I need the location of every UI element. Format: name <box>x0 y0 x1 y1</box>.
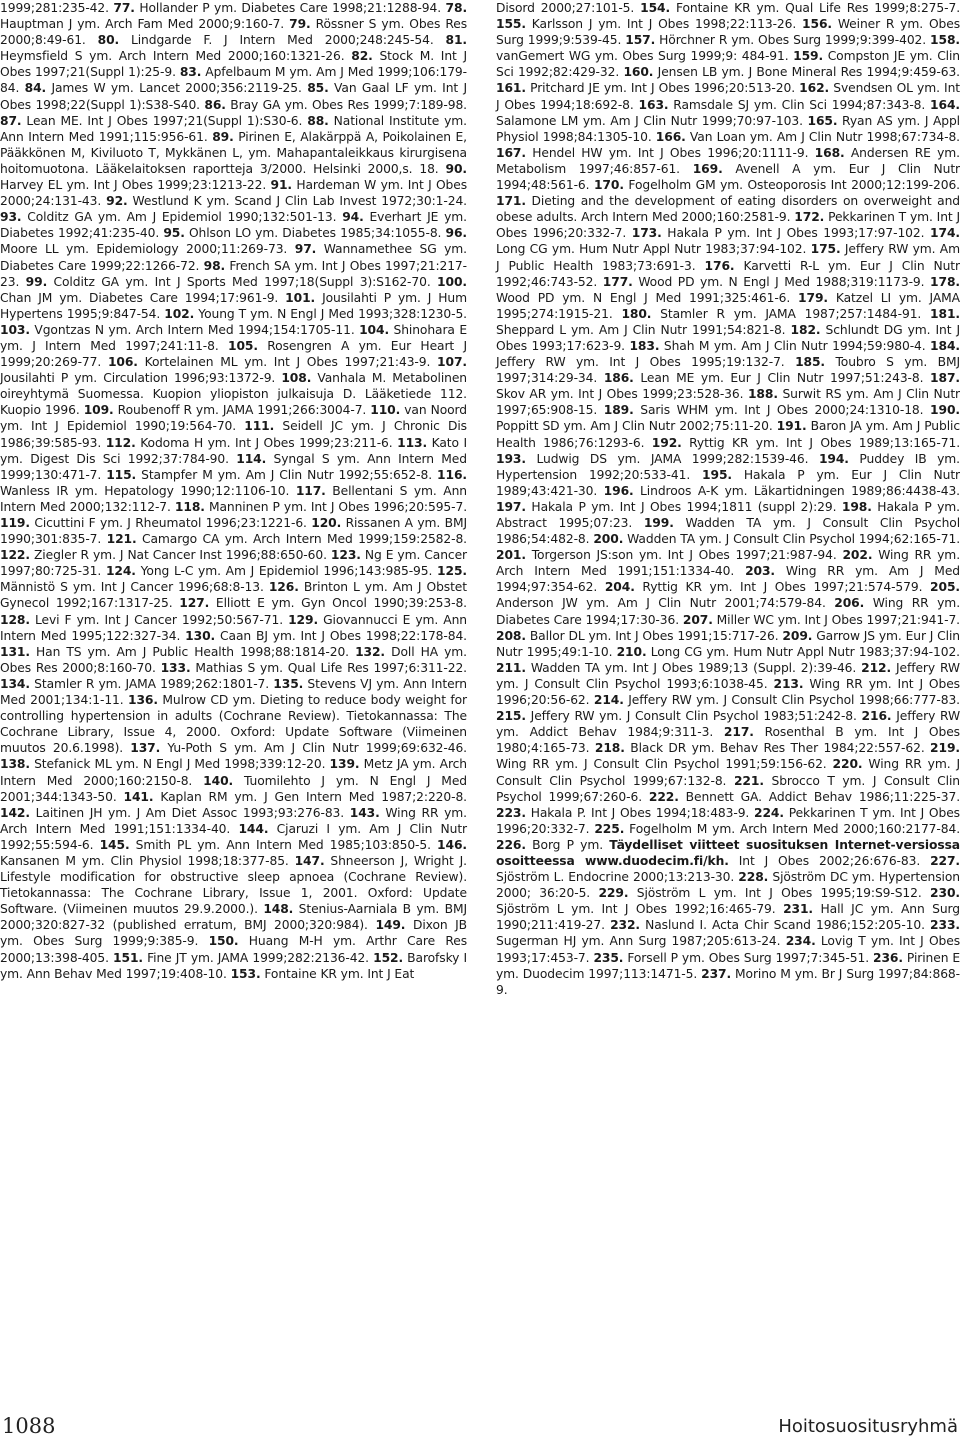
reference-number: 193. <box>496 451 526 466</box>
reference-number: 168. <box>814 145 845 160</box>
reference-number: 173. <box>631 226 662 241</box>
reference-number: 79. <box>289 17 311 32</box>
reference-number: 169. <box>692 161 723 176</box>
reference-number: 189. <box>603 403 634 418</box>
reference-number: 227. <box>930 853 960 868</box>
reference-number: 217. <box>723 725 754 740</box>
reference-number: 209. <box>782 628 813 643</box>
reference-number: 139. <box>329 757 360 772</box>
reference-number: 233. <box>930 918 960 933</box>
reference-number: 188. <box>747 387 778 402</box>
reference-number: 192. <box>651 435 682 450</box>
reference-number: 93. <box>0 210 22 225</box>
publisher-name: Hoitosuositusryhmä <box>778 1416 958 1437</box>
reference-number: 80. <box>97 33 120 48</box>
reference-number: 165. <box>807 113 838 128</box>
reference-number: 186. <box>603 371 634 386</box>
reference-number: 155. <box>496 17 526 32</box>
reference-number: 231. <box>783 902 814 917</box>
reference-number: 208. <box>496 628 526 643</box>
reference-number: 237. <box>701 966 732 981</box>
reference-number: 161. <box>496 81 526 96</box>
reference-number: Täydelliset viitteet suosituksen Internet-versiossa osoitteessa www.duodecim.fi/kh. <box>496 837 960 868</box>
reference-number: 172. <box>794 210 825 225</box>
reference-number: 138. <box>0 757 30 772</box>
reference-number: 222. <box>648 789 679 804</box>
reference-number: 221. <box>733 773 764 788</box>
reference-number: 92. <box>106 194 128 209</box>
reference-number: 213. <box>773 676 804 691</box>
reference-number: 86. <box>204 97 226 112</box>
reference-number: 167. <box>496 145 526 160</box>
reference-number: 148. <box>263 902 294 917</box>
reference-number: 117. <box>295 483 326 498</box>
reference-number: 166. <box>655 129 686 144</box>
reference-number: 184. <box>930 338 960 353</box>
reference-number: 89. <box>212 129 234 144</box>
reference-number: 199. <box>643 516 674 530</box>
reference-number: 220. <box>832 757 863 772</box>
reference-number: 180. <box>621 306 652 321</box>
reference-number: 98. <box>203 258 226 273</box>
reference-number: 100. <box>437 274 467 289</box>
reference-number: 82. <box>351 49 373 64</box>
reference-number: 129. <box>288 612 319 627</box>
reference-number: 90. <box>445 161 467 176</box>
reference-number: 121. <box>106 532 137 547</box>
reference-number: 156. <box>802 17 832 32</box>
reference-number: 226. <box>496 837 526 852</box>
references-left-column: 1999;281:235-42. 77. Hollander P ym. Diabetes Care 1998;21:1288-94. 78. Hauptman J ym. Arch Fam Med 2000;9:160-7. 79. Rössner S ym. Obes Res 2000;8:49-61. 80. Lindgarde F. J Intern Med 2000;248:245-54. 81. Heymsfield S ym. Arch Intern Med 2000;160:1321-26. 82. Stock M. Int J Obes 1997;21(Suppl 1):25-9. 83. Apfelbaum M ym. Am J Med 1999;106:179-84. 84. James W ym. Lancet 2000;356:2119-25. 85. Van Gaal LF ym. Int J Obes 1998;22(Suppl 1):S38-S40. 86. Bray GA ym. Obes Res 1999;7:189-98. 87. Lean ME. Int J Obes 1997;21(Suppl 1):S30-6. 88. National Institute ym. Ann Intern Med 1991;115:956-61. 89. Pirinen E, Alakärppä A, Poikolainen E, Pääkkönen M, Kiviluoto T, Mykkänen L, ym. Mahapantaleikkaus kirurgisena hoitomuotona. Lääkelaitoksen raportteja 3/2000. Helsinki 2000,s. 18. 90. Harvey EL ym. Int J Obes 1999;23:1213-22. 91. Hardeman W ym. Int J Obes 2000;24:131-43. 92. Westlund K ym. Scand J Clin Lab Invest 1972;30:1-24. 93. Colditz GA ym. Am J Epidemiol 1990;132:501-13. 94. Everhart JE ym. Diabetes 1992;41:235-40. 95. Ohlson LO ym. Diabetes 1985;34:1055-8. 96. Moore LL ym. Epidemiology 2000;11:269-73. 97. Wannamethee SG ym. Diabetes Care 1999;22:1266-72. 98. French SA ym. Int J Obes 1997;21:217-23. 99. Colditz GA ym. Int J Sports Med 1997;18(Suppl 3):S162-70. 100. Chan JM ym. Diabetes Care 1994;17:961-9. 101. Jousilahti P ym. J Hum Hypertens 1995;9:847-54. 102. Young T ym. N Engl J Med 1993;328:1230-5. 103. Vgontzas N ym. Arch Intern Med 1994;154:1705-11. 104. Shinohara E ym. J Intern Med 1997;241:11-8. 105. Rosengren A ym. Eur Heart J 1999;20:269-77. 106. Kortelainen ML ym. Int J Obes 1997;21:43-9. 107. Jousilahti P ym. Circulation 1996;93:1372-9. 108. Vanhala M. Metabolinen oireyhtymä Suomessa. Kuopion yliopiston julkaisuja D. Lääketiede 112. Kuopio 1996. 109. Roubenoff R ym. JAMA 1991;266:3004-7. 110. van Noord ym. Int J Epidemiol 1990;19:564-70. 111. Seidell JC ym. J Chronic Dis 1986;39:585-93. 112. Kodoma H ym. Int J Obes 1999;23:211-6. 113. Kato I ym. Digest Dis Sci 1992;37:784-90. 114. Syngal S ym. Ann Intern Med 1999;130:471-7. 115. Stampfer M ym. Am J Clin Nutr 1992;55:652-8. 116. Wanless IR ym. Hepatology 1990;12:1106-10. 117. Bellentani S ym. Ann Intern Med 2000;132:112-7. 118. Manninen P ym. Int J Obes 1996;20:595-7. 119. Cicuttini F ym. J Rheumatol 1996;23:1221-6. 120. Rissanen A ym. BMJ 1990;301:835-7. 121. Camargo CA ym. Arch Intern Med 1999;159:2582-8. 122. Ziegler R ym. J Nat Cancer Inst 1996;88:650-60. 123. Ng E ym. Cancer 1997;80:725-31. 124. Yong L-C ym. Am J Epidemiol 1996;143:985-95. 125. Männistö S ym. Int J Cancer 1996;68:8-13. 126. Brinton L ym. Am J Obstet Gynecol 1992;167:1317-25. 127. Elliott E ym. Gyn Oncol 1990;39:253-8. 128. Levi F ym. Int J Cancer 1992;50:567-71. 129. Giovannucci E ym. Ann Intern Med 1995;122:327-34. 130. Caan BJ ym. Int J Obes 1998;22:178-84. 131. Han TS ym. Am J Public Health 1998;88:1814-20. 132. Doll HA ym. Obes Res 2000;8:160-70. 133. Mathias S ym. Qual Life Res 1997;6:311-22. 134. Stamler R ym. JAMA 1989;262:1801-7. 135. Stevens VJ ym. Ann Intern Med 2001;134:1-11. 136. Mulrow CD ym. Dieting to reduce body weight for controlling hypertension in adults (Cochrane Review). Tietokannassa: The Cochrane Library, Issue 4, 2000. Oxford: Update Software (Viimeinen muutos 20.6.1998). 137. Yu-Poth S ym. Am J Clin Nutr 1999;69:632-46. 138. Stefanick ML ym. N Engl J Med 1998;339:12-20. 139. Metz JA ym. Arch Intern Med 2000;160:2150-8. 140. Tuomilehto J ym. N Engl J Med 2001;344:1343-50. 141. Kaplan RM ym. J Gen Intern Med 1987;2:220-8. 142. Laitinen JH ym. J Am Diet Assoc 1993;93:276-83. 143. Wing RR ym. Arch Intern Med 1991;151:1334-40. 144. Cjaruzi I ym. Am J Clin Nutr 1992;55:594-6. 145. Smith PL ym. Ann Intern Med 1985;103:850-5. 146. Kansanen M ym. Clin Physiol 1998;18:377-85. 147. Shneerson J, Wright J. Lifestyle modification for obstructive sleep apnoea (Cochrane Review). Tietokannassa: The Cochrane Library, Issue 1, 2001. Oxford: Update Software. (Viimeinen muutos 29.9.2000.). 148. Stenius-Aarniala B ym. BMJ 2000;320:827-32 (published erratum, BMJ 2000;320:984). 149. Dixon JB ym. Obes Surg 1999;9:385-9. 150. Huang M-H ym. Arthr Care Res 2000;13:398-405. 151. Fine JT ym. JAMA 1999;282:2136-42. 152. Barofsky I ym. Ann Behav Med 1997;19:408-10. 153. Fontaine KR ym. Int J Eat <box>0 1 468 981</box>
reference-number: 96. <box>445 226 467 241</box>
reference-number: 85. <box>307 81 329 96</box>
reference-number: 190. <box>930 403 960 418</box>
reference-number: 84. <box>24 81 47 96</box>
reference-number: 210. <box>616 644 647 659</box>
reference-number: 203. <box>745 564 776 579</box>
reference-number: 105. <box>228 338 258 353</box>
reference-number: 131. <box>0 644 30 659</box>
reference-number: 108. <box>281 371 312 386</box>
reference-number: 78. <box>445 1 468 15</box>
reference-number: 95. <box>163 226 185 241</box>
reference-number: 159. <box>793 49 824 64</box>
reference-number: 182. <box>790 322 821 337</box>
reference-number: 214. <box>593 693 624 708</box>
reference-number: 107. <box>437 355 467 370</box>
reference-number: 147. <box>294 853 325 868</box>
reference-number: 181. <box>930 306 960 321</box>
reference-number: 137. <box>130 741 161 756</box>
reference-number: 198. <box>841 499 872 514</box>
reference-number: 204. <box>604 580 635 595</box>
reference-number: 162. <box>799 81 830 96</box>
reference-number: 111. <box>244 419 275 434</box>
reference-number: 133. <box>160 660 191 675</box>
reference-number: 219. <box>930 741 960 756</box>
reference-number: 229. <box>598 886 629 901</box>
reference-number: 183. <box>629 338 660 353</box>
reference-number: 99. <box>25 274 48 289</box>
reference-number: 215. <box>496 709 526 724</box>
reference-number: 236. <box>872 950 903 965</box>
reference-number: 216. <box>861 709 892 724</box>
reference-number: 126. <box>268 580 299 595</box>
reference-number: 88. <box>307 113 329 128</box>
reference-number: 207. <box>682 612 713 627</box>
reference-number: 200. <box>593 532 624 547</box>
reference-number: 97. <box>294 242 317 257</box>
reference-number: 177. <box>602 274 633 289</box>
reference-number: 164. <box>930 97 960 112</box>
reference-number: 123. <box>330 548 361 563</box>
reference-number: 143. <box>349 805 380 820</box>
reference-number: 127. <box>179 596 210 611</box>
reference-number: 109. <box>83 403 114 418</box>
reference-number: 206. <box>834 596 865 611</box>
reference-number: 128. <box>0 612 30 627</box>
reference-number: 136. <box>128 693 158 708</box>
reference-number: 185. <box>795 355 826 370</box>
reference-number: 132. <box>355 644 386 659</box>
reference-number: 81. <box>445 33 467 48</box>
reference-number: 87. <box>0 113 22 128</box>
reference-number: 154. <box>640 1 671 15</box>
reference-number: 179. <box>798 290 828 305</box>
reference-number: 106. <box>107 355 138 370</box>
reference-number: 202. <box>842 548 873 563</box>
reference-number: 145. <box>99 837 130 852</box>
reference-number: 112. <box>105 435 136 450</box>
reference-number: 176. <box>704 258 735 273</box>
reference-number: 235. <box>593 950 624 965</box>
reference-number: 114. <box>236 451 267 466</box>
reference-number: 212. <box>861 660 892 675</box>
reference-number: 130. <box>185 628 216 643</box>
reference-number: 118. <box>174 499 205 514</box>
reference-number: 134. <box>0 676 30 691</box>
reference-number: 158. <box>930 33 960 48</box>
reference-number: 101. <box>285 290 316 305</box>
page-number: 1088 <box>2 1414 56 1438</box>
reference-number: 194. <box>818 451 849 466</box>
reference-number: 83. <box>179 65 202 80</box>
reference-number: 77. <box>113 1 135 15</box>
reference-number: 224. <box>754 805 784 820</box>
reference-number: 178. <box>930 274 960 289</box>
reference-number: 142. <box>0 805 30 820</box>
reference-number: 205. <box>930 580 960 595</box>
reference-number: 113. <box>397 435 428 450</box>
reference-number: 91. <box>270 178 292 193</box>
reference-number: 125. <box>437 564 467 579</box>
reference-number: 122. <box>0 548 30 563</box>
reference-number: 230. <box>930 886 960 901</box>
reference-number: 228. <box>738 870 769 885</box>
references-right-column: Disord 2000;27:101-5. 154. Fontaine KR ym. Qual Life Res 1999;8:275-7. 155. Karlsson J ym. Int J Obes 1998;22:113-26. 156. Weiner R ym. Obes Surg 1999;9:539-45. 157. Hörchner R ym. Obes Surg 1999;9:399-402. 158. vanGemert WG ym. Obes Surg 1999;9: 484-91. 159. Compston JE ym. Clin Sci 1992;82:429-32. 160. Jensen LB ym. J Bone Mineral Res 1994;9:459-63. 161. Pritchard JE ym. Int J Obes 1996;20:513-20. 162. Svendsen OL ym. Int J Obes 1994;18:692-8. 163. Ramsdale SJ ym. Clin Sci 1994;87:343-8. 164. Salamone LM ym. Am J Clin Nutr 1999;70:97-103. 165. Ryan AS ym. J Appl Physiol 1998;84:1305-10. 166. Van Loan ym. Am J Clin Nutr 1998;67:734-8. 167. Hendel HW ym. Int J Obes 1996;20:1111-9. 168. Andersen RE ym. Metabolism 1997;46:857-61. 169. Avenell A ym. Eur J Clin Nutr 1994;48:561-6. 170. Fogelholm GM ym. Osteoporosis Int 2000;12:199-206. 171. Dieting and the development of eating disorders on overweight and obese adults. Arch Intern Med 2000;160:2581-9. 172. Pekkarinen T ym. Int J Obes 1996;20:332-7. 173. Hakala P ym. Int J Obes 1993;17:97-102. 174. Long CG ym. Hum Nutr Appl Nutr 1983;37:94-102. 175. Jeffery RW ym. Am J Public Health 1983;73:691-3. 176. Karvetti R-L ym. Eur J Clin Nutr 1992;46:743-52. 177. Wood PD ym. N Engl J Med 1988;319:1173-9. 178. Wood PD ym. N Engl J Med 1991;325:461-6. 179. Katzel LI ym. JAMA 1995;274:1915-21. 180. Stamler R ym. JAMA 1987;257:1484-91. 181. Sheppard L ym. Am J Clin Nutr 1991;54:821-8. 182. Schlundt DG ym. Int J Obes 1993;17:623-9. 183. Shah M ym. Am J Clin Nutr 1994;59:980-4. 184. Jeffery RW ym. Int J Obes 1995;19:132-7. 185. Toubro S ym. BMJ 1997;314:29-34. 186. Lean ME ym. Eur J Clin Nutr 1997;51:243-8. 187. Skov AR ym. Int J Obes 1999;23:528-36. 188. Surwit RS ym. Am J Clin Nutr 1997;65:908-15. 189. Saris WHM ym. Int J Obes 2000;24:1310-18. 190. Poppitt SD ym. Am J Clin Nutr 2002;75:11-20. 191. Baron JA ym. Am J Public Health 1986;76:1293-6. 192. Ryttig KR ym. Int J Obes 1989;13:165-71. 193. Ludwig DS ym. JAMA 1999;282:1539-46. 194. Puddey IB ym. Hypertension 1992;20:533-41. 195. Hakala P ym. Eur J Clin Nutr 1989;43:421-30. 196. Lindroos A-K ym. Läkartidningen 1989;86:4438-43. 197. Hakala P ym. Int J Obes 1994;1811 (suppl 2):29. 198. Hakala P ym. Abstract 1995;07:23. 199. Wadden TA ym. J Consult Clin Psychol 1986;54:482-8. 200. Wadden TA ym. J Consult Clin Psychol 1994;62:165-71. 201. Torgerson JS:son ym. Int J Obes 1997;21:987-94. 202. Wing RR ym. Arch Intern Med 1991;151:1334-40. 203. Wing RR ym. Am J Med 1994;97:354-62. 204. Ryttig KR ym. Int J Obes 1997;21:574-579. 205. Anderson JW ym. Am J Clin Nutr 2001;74:579-84. 206. Wing RR ym. Diabetes Care 1994;17:30-36. 207. Miller WC ym. Int J Obes 1997;21:941-7. 208. Ballor DL ym. Int J Obes 1991;15:717-26. 209. Garrow JS ym. Eur J Clin Nutr 1995;49:1-10. 210. Long CG ym. Hum Nutr Appl Nutr 1983;37:94-102. 211. Wadden TA ym. Int J Obes 1989;13 (Suppl. 2):39-46. 212. Jeffery RW ym. J Consult Clin Psychol 1993;6:1038-45. 213. Wing RR ym. Int J Obes 1996;20:56-62. 214. Jeffery RW ym. J Consult Clin Psychol 1998;66:777-83. 215. Jeffery RW ym. J Consult Clin Psychol 1983;51:242-8. 216. Jeffery RW ym. Addict Behav 1984;9:311-3. 217. Rosenthal B ym. Int J Obes 1980;4:165-73. 218. Black DR ym. Behav Res Ther 1984;22:557-62. 219. Wing RR ym. J Consult Clin Psychol 1991;59:156-62. 220. Wing RR ym. J Consult Clin Psychol 1999;67:132-8. 221. Sbrocco T ym. J Consult Clin Psychol 1999;67:260-6. 222. Bennett GA. Addict Behav 1986;11:225-37. 223. Hakala P. Int J Obes 1994;18:483-9. 224. Pekkarinen T ym. Int J Obes 1996;20:332-7. 225. Fogelholm M ym. Arch Intern Med 2000;160:2177-84. 226. Borg P ym. Täydelliset viitteet suosituksen Internet-versiossa osoitteessa www.duodecim.fi/kh. Int J Obes 2002;26:676-83. 227. Sjöström L. Endocrine 2000;13:213-30. 228. Sjöström DC ym. Hypertension 2000; 36:20-5. 229. Sjöström L ym. Int J Obes 1995;19:S9-S12. 230. Sjöström L ym. Int J Obes 1992;16:465-79. 231. Hall JC ym. Ann Surg 1990;211:419-27. 232. Naslund I. Acta Chir Scand 1986;152:205-10. 233. Sugerman HJ ym. Ann Surg 1987;205:613-24. 234. Lovig T ym. Int J Obes 1993;17:453-7. 235. Forsell P ym. Obes Surg 1997;7:345-51. 236. Pirinen E ym. Duodecim 1997;113:1471-5. 237. Morino M ym. Br J Surg 1997;84:868-9. <box>496 1 960 997</box>
reference-number: 170. <box>593 178 624 193</box>
reference-number: 110. <box>370 403 401 418</box>
reference-number: 119. <box>0 516 30 530</box>
reference-number: 102. <box>164 306 195 321</box>
reference-number: 218. <box>594 741 625 756</box>
reference-number: 195. <box>702 467 732 482</box>
reference-number: 116. <box>437 467 467 482</box>
reference-number: 232. <box>610 918 641 933</box>
reference-number: 174. <box>930 226 960 241</box>
reference-number: 144. <box>238 821 269 836</box>
reference-number: 94. <box>342 210 364 225</box>
reference-number: 146. <box>437 837 467 852</box>
reference-number: 152. <box>373 950 404 965</box>
reference-number: 124. <box>105 564 136 579</box>
reference-number: 115. <box>106 467 137 482</box>
reference-number: 149. <box>375 918 406 933</box>
reference-number: 175. <box>810 242 841 257</box>
reference-number: 196. <box>603 483 634 498</box>
reference-number: 225. <box>594 821 625 836</box>
reference-number: 187. <box>930 371 960 386</box>
reference-number: 223. <box>496 805 526 820</box>
reference-number: 104. <box>359 322 390 337</box>
reference-number: 163. <box>638 97 669 112</box>
reference-number: 197. <box>496 499 526 514</box>
reference-number: 160. <box>623 65 654 80</box>
reference-number: 151. <box>113 950 143 965</box>
reference-number: 201. <box>496 548 526 563</box>
reference-number: 171. <box>496 194 526 209</box>
reference-number: 103. <box>0 322 30 337</box>
reference-number: 157. <box>625 33 656 48</box>
reference-number: 120. <box>311 516 342 530</box>
reference-number: 150. <box>208 934 239 949</box>
reference-number: 211. <box>496 660 526 675</box>
reference-number: 140. <box>203 773 234 788</box>
reference-number: 141. <box>123 789 154 804</box>
reference-number: 135. <box>273 676 304 691</box>
reference-number: 191. <box>776 419 807 434</box>
reference-number: 234. <box>785 934 816 949</box>
reference-number: 153. <box>230 966 261 981</box>
